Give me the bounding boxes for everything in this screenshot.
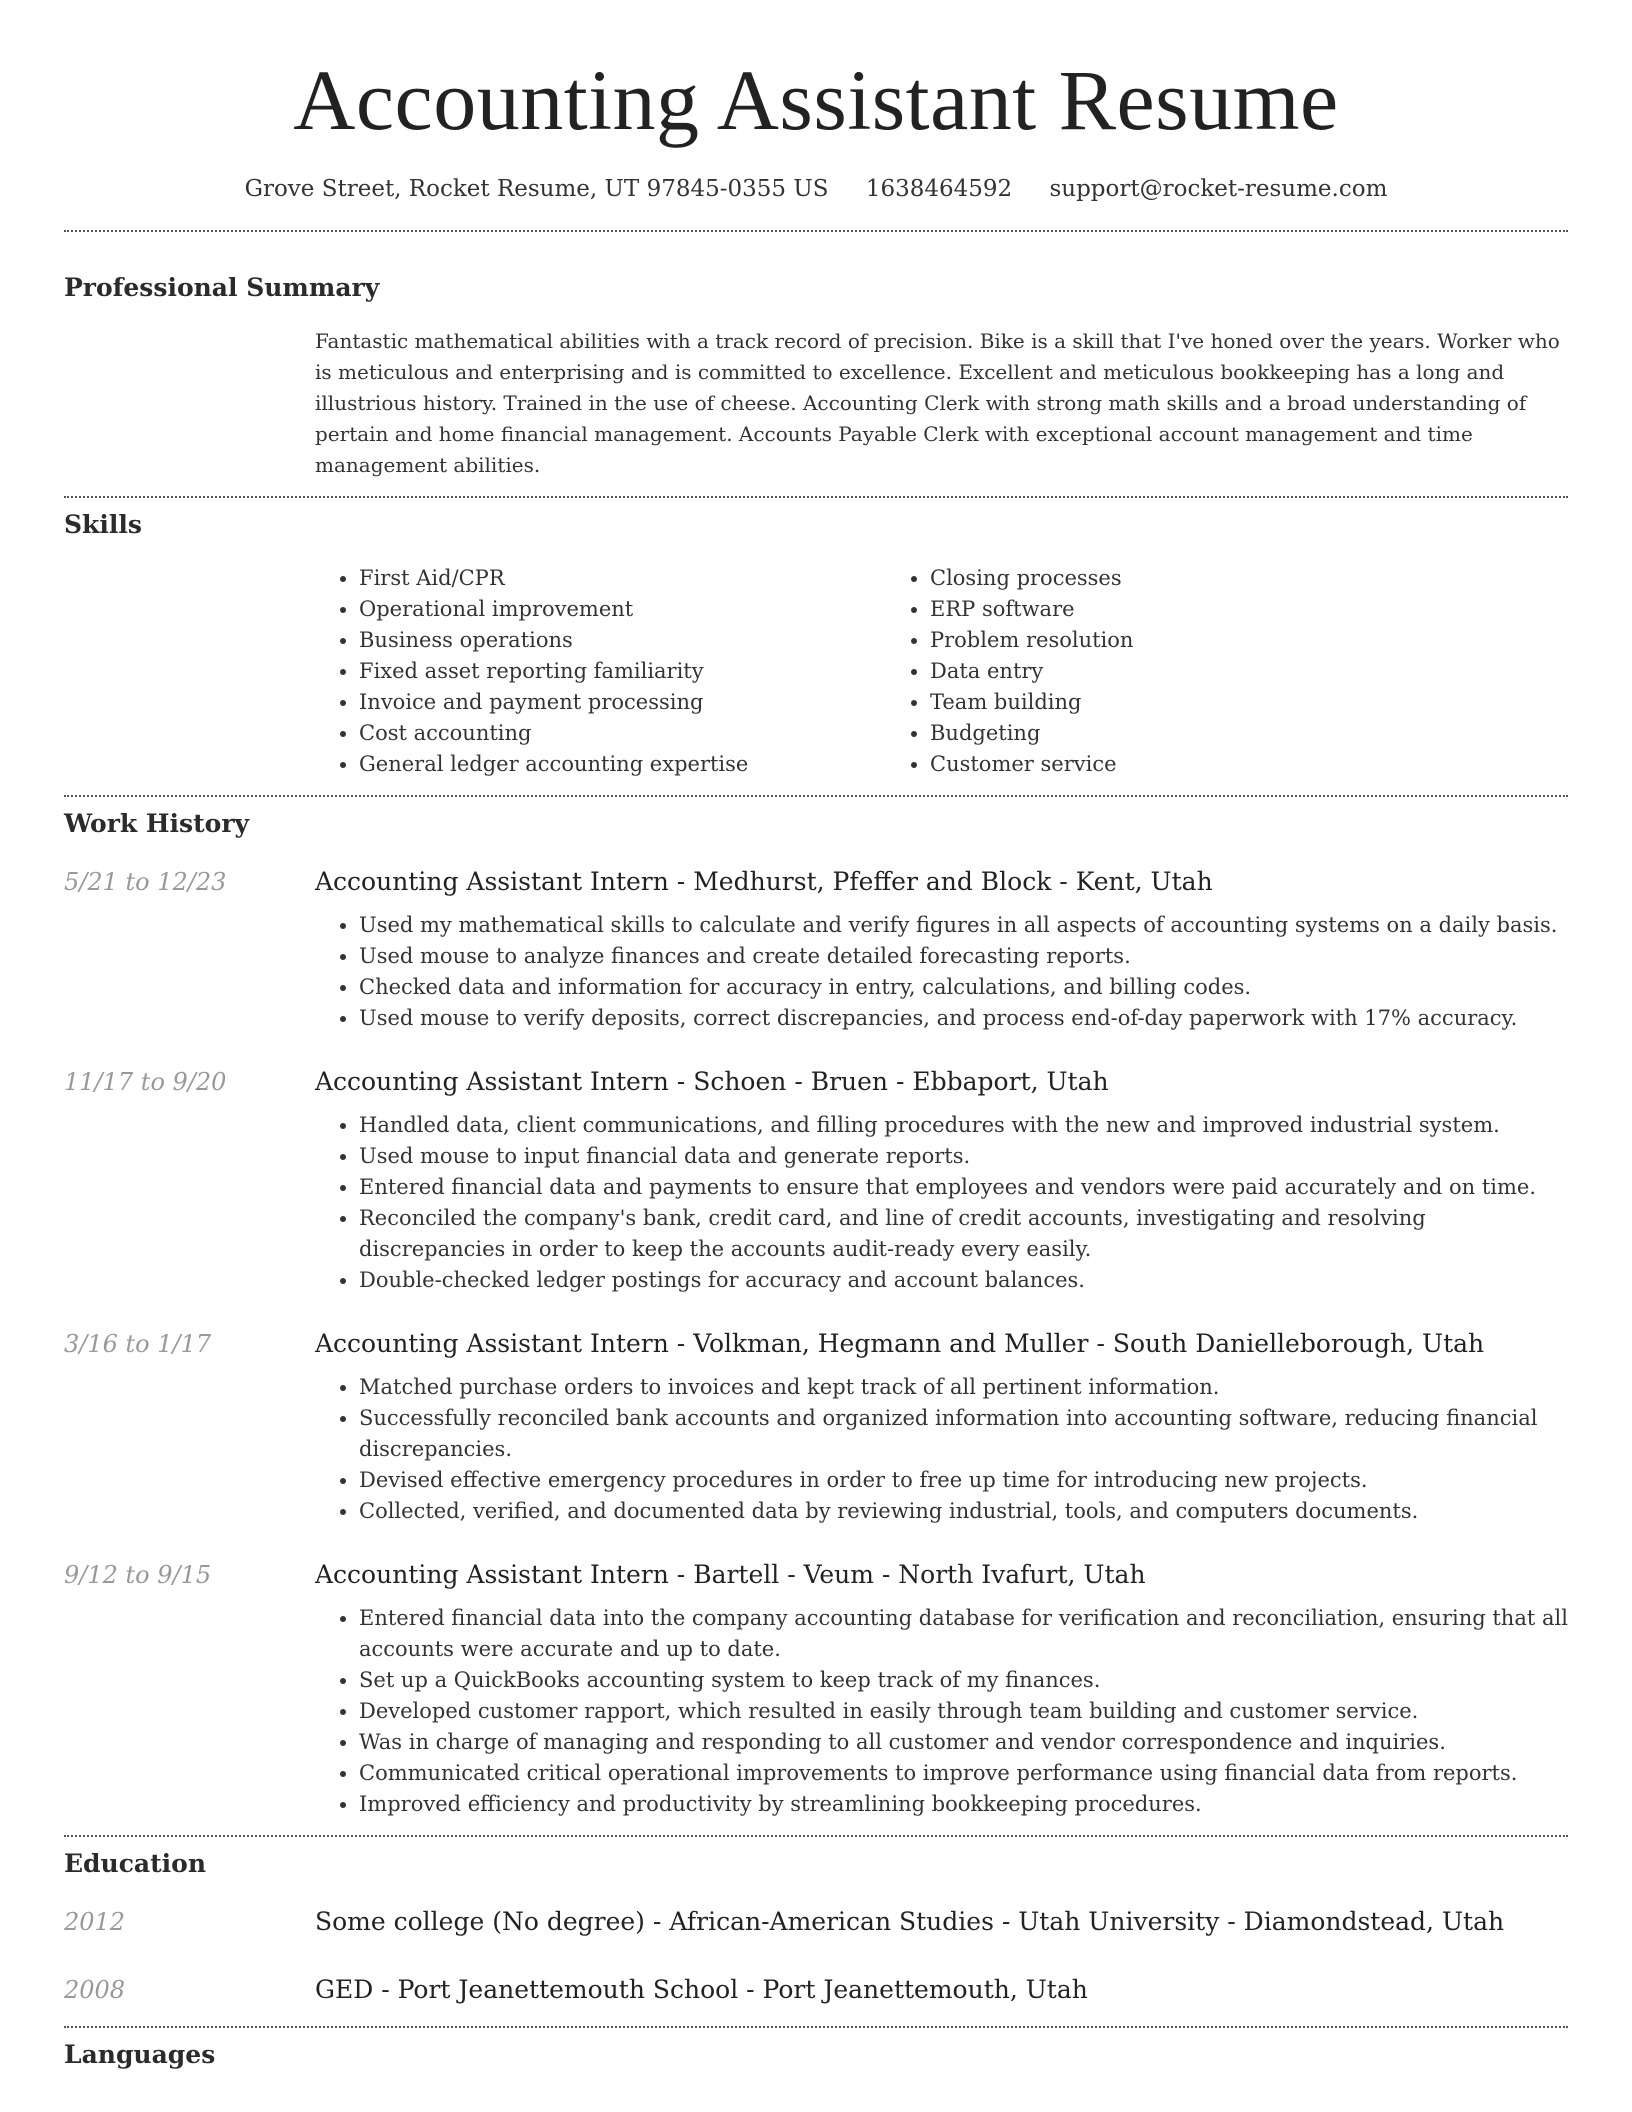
languages-section xyxy=(64,2028,1568,2071)
skill-item: • Business operations xyxy=(359,625,886,656)
education-heading: Education xyxy=(64,1849,207,1878)
work-heading: Work History xyxy=(64,809,250,838)
job-content xyxy=(315,866,1568,1034)
job-bullet: • Collected, verified, and documented data by reviewing industrial, tools, and computers documents. xyxy=(359,1496,1568,1527)
resume-title: Accounting Assistant Resume xyxy=(293,52,1339,148)
job-bullet: • Used mouse to analyze finances and create detailed forecasting reports. xyxy=(359,941,1568,972)
job-bullet: • Used mouse to input financial data and generate reports. xyxy=(359,1141,1568,1172)
job-bullet: • Checked data and information for accuracy in entry, calculations, and billing codes. xyxy=(359,972,1568,1003)
job-content xyxy=(315,1559,1568,1820)
job-bullet: • Set up a QuickBooks accounting system to keep track of my finances. xyxy=(359,1665,1568,1696)
skill-item: • Budgeting xyxy=(930,718,1457,749)
job-entry xyxy=(64,1328,1568,1527)
job-bullet: • Devised effective emergency procedures in order to free up time for introducing new projects. xyxy=(359,1465,1568,1496)
skill-item: • ERP software xyxy=(930,594,1457,625)
education-entry xyxy=(64,1974,1568,2006)
job-bullet: • Entered financial data into the company accounting database for verification and reconciliation, ensuring that all accounts were accurate and up to date. xyxy=(359,1603,1568,1665)
job-entry xyxy=(64,866,1568,1034)
job-content xyxy=(315,1328,1568,1527)
job-title: Accounting Assistant Intern - Schoen - Bruen - Ebbaport, Utah xyxy=(315,1067,1109,1096)
job-title: Accounting Assistant Intern - Volkman, Hegmann and Muller - South Danielleborough, Utah xyxy=(315,1329,1485,1358)
job-bullet: • Entered financial data and payments to ensure that employees and vendors were paid accurately and on time. xyxy=(359,1172,1568,1203)
contact-email: support@rocket-resume.com xyxy=(1049,176,1388,202)
job-entry xyxy=(64,1559,1568,1820)
job-bullet: • Matched purchase orders to invoices and kept track of all pertinent information. xyxy=(359,1372,1568,1403)
skill-item: • Closing processes xyxy=(930,563,1457,594)
education-year: 2008 xyxy=(64,1976,126,2004)
skill-item: • Cost accounting xyxy=(359,718,886,749)
summary-text: Fantastic mathematical abilities with a track record of precision. Bike is a skill that I've honed over the years. Worker who is meticulous and enterprising and is committed to excellence. Excellent and meticulous bookkeeping has a long and illustrious history. Trained in the use of cheese. Accounting Clerk with strong math skills and a broad understanding of pertain and home financial management. Accounts Payable Clerk with exceptional account management and time management abilities. xyxy=(315,329,1560,477)
job-title: Accounting Assistant Intern - Bartell - Veum - North Ivafurt, Utah xyxy=(315,1560,1146,1589)
job-content xyxy=(315,1066,1568,1296)
job-bullet: • Was in charge of managing and responding to all customer and vendor correspondence and inquiries. xyxy=(359,1727,1568,1758)
languages-heading: Languages xyxy=(64,2040,216,2069)
skills-list-left xyxy=(315,563,886,780)
skills-list-right xyxy=(886,563,1457,780)
job-bullets xyxy=(315,1603,1568,1820)
job-dates: 3/16 to 1/17 xyxy=(64,1330,212,1358)
skill-item: • First Aid/CPR xyxy=(359,563,886,594)
skill-item: • Data entry xyxy=(930,656,1457,687)
job-bullet: • Handled data, client communications, and filling procedures with the new and improved industrial system. xyxy=(359,1110,1568,1141)
job-bullet: • Used my mathematical skills to calculate and verify figures in all aspects of accounting systems on a daily basis. xyxy=(359,910,1568,941)
work-section xyxy=(64,797,1568,1820)
skill-item: • Customer service xyxy=(930,749,1457,780)
skill-item: • General ledger accounting expertise xyxy=(359,749,886,780)
job-entry xyxy=(64,1066,1568,1296)
education-section xyxy=(64,1837,1568,2006)
skill-item: • Team building xyxy=(930,687,1457,718)
resume-header xyxy=(64,0,1568,204)
education-entry xyxy=(64,1906,1568,1938)
job-bullets xyxy=(315,1372,1568,1527)
job-dates: 5/21 to 12/23 xyxy=(64,868,227,896)
contact-phone: 1638464592 xyxy=(865,176,1013,202)
job-bullet: • Reconciled the company's bank, credit card, and line of credit accounts, investigating and resolving discrepancies in order to keep the accounts audit-ready every easily. xyxy=(359,1203,1568,1265)
skills-section xyxy=(64,498,1568,780)
skill-item: • Invoice and payment processing xyxy=(359,687,886,718)
job-dates: 11/17 to 9/20 xyxy=(64,1068,227,1096)
skill-item: • Operational improvement xyxy=(359,594,886,625)
job-bullet: • Successfully reconciled bank accounts and organized information into accounting software, reducing financial discrepancies. xyxy=(359,1403,1568,1465)
contact-address: Grove Street, Rocket Resume, UT 97845-0355 US xyxy=(244,176,829,202)
skill-item: • Problem resolution xyxy=(930,625,1457,656)
education-title: Some college (No degree) - African-American Studies - Utah University - Diamondstead, Utah xyxy=(315,1907,1505,1936)
job-bullet: • Double-checked ledger postings for accuracy and account balances. xyxy=(359,1265,1568,1296)
job-bullet: • Used mouse to verify deposits, correct discrepancies, and process end-of-day paperwork with 17% accuracy. xyxy=(359,1003,1568,1034)
job-bullet: • Improved efficiency and productivity by streamlining bookkeeping procedures. xyxy=(359,1789,1568,1820)
job-bullet: • Developed customer rapport, which resulted in easily through team building and customer service. xyxy=(359,1696,1568,1727)
summary-heading: Professional Summary xyxy=(64,273,380,302)
skills-heading: Skills xyxy=(64,510,142,539)
contact-line xyxy=(64,174,1568,204)
education-content xyxy=(315,1906,1568,1938)
skills-columns xyxy=(315,563,1568,780)
job-bullets xyxy=(315,910,1568,1034)
job-title: Accounting Assistant Intern - Medhurst, Pfeffer and Block - Kent, Utah xyxy=(315,867,1213,896)
education-title: GED - Port Jeanettemouth School - Port Jeanettemouth, Utah xyxy=(315,1975,1088,2004)
summary-section xyxy=(64,232,1568,481)
job-bullet: • Communicated critical operational improvements to improve performance using financial data from reports. xyxy=(359,1758,1568,1789)
education-year: 2012 xyxy=(64,1908,126,1936)
skill-item: • Fixed asset reporting familiarity xyxy=(359,656,886,687)
resume-page xyxy=(64,0,1568,2071)
education-content xyxy=(315,1974,1568,2006)
job-dates: 9/12 to 9/15 xyxy=(64,1561,212,1589)
job-bullets xyxy=(315,1110,1568,1296)
